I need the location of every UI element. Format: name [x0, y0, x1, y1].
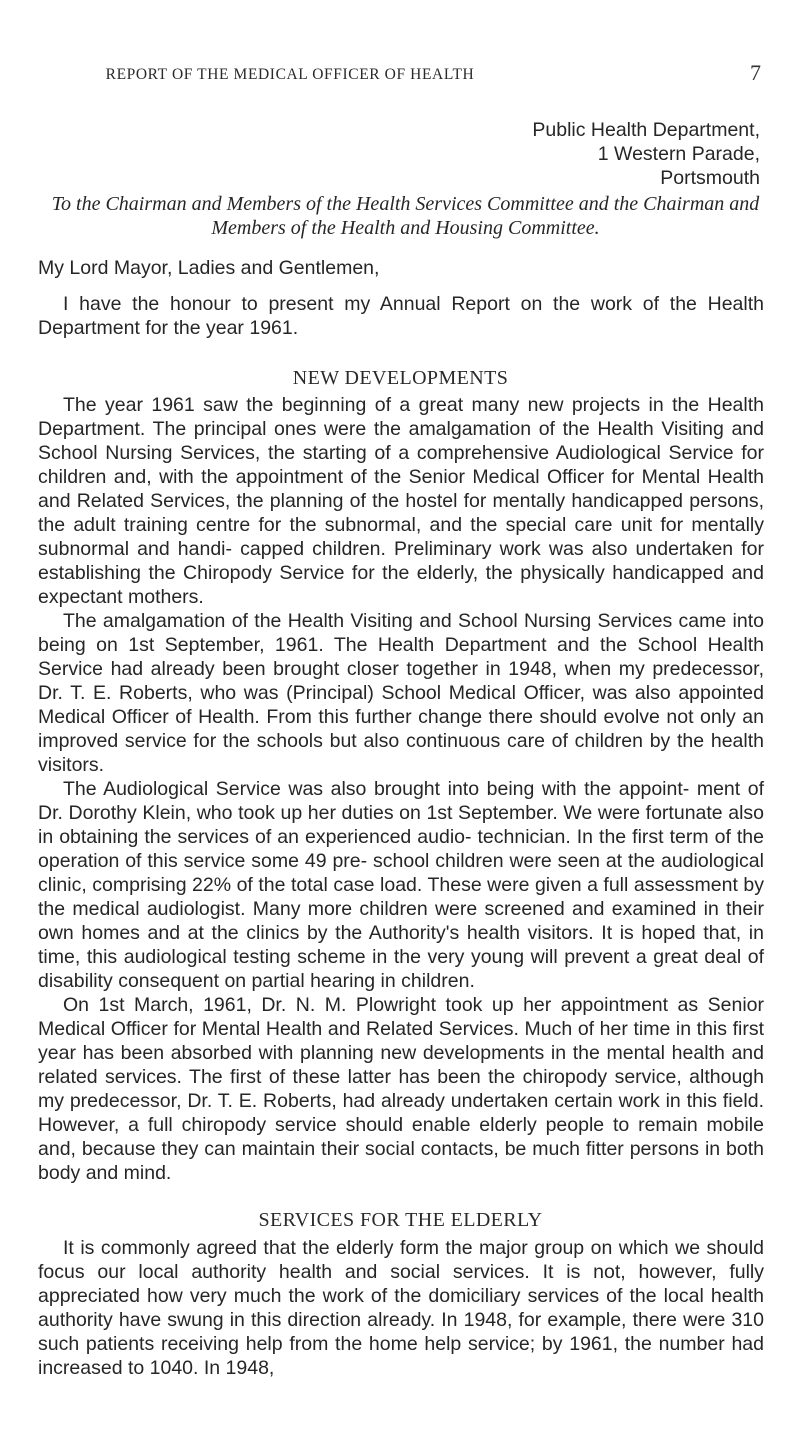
address-line-3: Portsmouth [660, 167, 760, 189]
paragraph: On 1st March, 1961, Dr. N. M. Plowright took up her appointment as Senior Medical Officer for Mental Health and Related Services. Much of her time in this first year has been absorbed with planning new developments in the mental health and related services. The first of these latter has been the chiropody service, although my predecessor, Dr. T. E. Roberts, had already undertaken certain work in this field. However, a full chiropody service should enable elderly people to remain mobile and, because they can maintain their social contacts, be much fitter persons in both body and mind. [38, 994, 764, 1184]
section-services-for-elderly [38, 1236, 764, 1380]
paragraph: The Audiological Service was also brought into being with the appoint- ment of Dr. Dorothy Klein, who took up her duties on 1st September. We were fortunate also in obtaining the services of an experienced audio- technician. In the first term of the operation of this service some 49 pre- school children were seen at the audiological clinic, comprising 22% of the total case load. These were given a full assessment by the medical audiologist. Many more children were screened and examined in their own homes and at the clinics by the Authority's health visitors. It is hoped that, in time, this audiological testing scheme in the very young will prevent a great deal of disability consequent on partial hearing in children. [38, 778, 764, 992]
paragraph: The amalgamation of the Health Visiting and School Nursing Services came into being on 1st September, 1961. The Health Department and the School Health Service had already been brought closer together in 1948, when my predecessor, Dr. T. E. Roberts, who was (Principal) School Medical Officer, was also appointed Medical Officer of Health. From this further change there should evolve not only an improved service for the schools but also continuous care of children by the health visitors. [38, 610, 764, 776]
address-line-1: Public Health Department, [532, 119, 760, 141]
paragraph: The year 1961 saw the beginning of a great many new projects in the Health Department. The principal ones were the amalgamation of the Health Visiting and School Nursing Services, the starting of a comprehensive Audiological Service for children and, with the appointment of the Senior Medical Officer for Mental Health and Related Services, the planning of the hostel for mentally handicapped persons, the adult training centre for the subnormal, and the special care unit for mentally subnormal and handi- capped children. Preliminary work was also undertaken for establishing the Chiropody Service for the elderly, the physically handicapped and expectant mothers. [38, 394, 764, 608]
address-line-2: 1 Western Parade, [597, 143, 760, 165]
section-heading-services-for-elderly: SERVICES FOR THE ELDERLY [258, 1209, 543, 1231]
paragraph: It is commonly agreed that the elderly form the major group on which we should focus our local authority health and social services. It is not, however, fully appreciated how very much the work of the domiciliary services of the local health authority have swung in this direction already. In 1948, for example, there were 310 such patients receiving help from the home help service; by 1961, the number had increased to 1040. In 1948, [38, 1237, 764, 1379]
running-header: REPORT OF THE MEDICAL OFFICER OF HEALTH [105, 66, 475, 83]
page-number: 7 [750, 60, 761, 85]
section-heading-new-developments: NEW DEVELOPMENTS [292, 367, 509, 389]
sender-address [380, 118, 760, 190]
greeting: My Lord Mayor, Ladies and Gentlemen, [38, 257, 380, 279]
intro-paragraph: I have the honour to present my Annual Report on the work of the Health Department for the year 1961. [38, 293, 764, 339]
addressee: To the Chairman and Members of the Health Services Committee and the Chairman and Members of the Health and Housing Committee. [51, 193, 760, 239]
section-new-developments [38, 393, 764, 1185]
opening-block [38, 256, 764, 340]
